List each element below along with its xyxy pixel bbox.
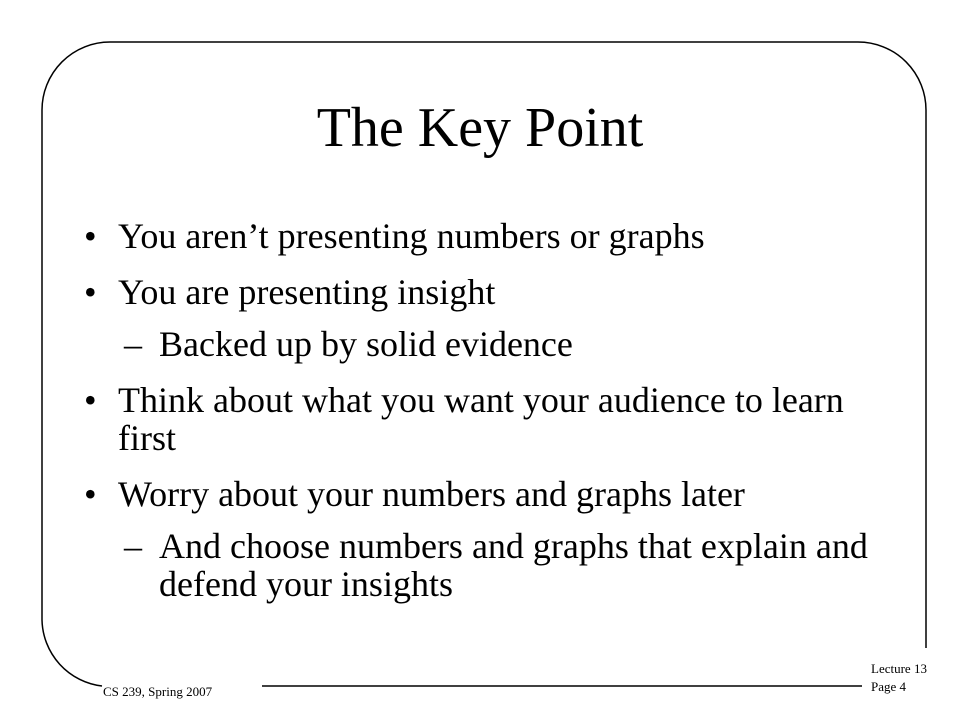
footer-page-info <box>871 660 927 696</box>
footer-page-number: Page 4 <box>871 679 907 694</box>
bullet-list <box>84 217 904 621</box>
bullet-item <box>84 475 904 513</box>
sub-bullet-text: And choose numbers and graphs that explain and defend your insights <box>159 526 868 604</box>
footer-lecture: Lecture 13 <box>871 661 927 676</box>
bullet-item <box>84 381 904 457</box>
bullet-item <box>84 217 904 255</box>
bullet-text: Worry about your numbers and graphs later <box>118 474 745 514</box>
sub-bullet-mark: – <box>124 526 142 566</box>
bullet-text: You aren’t presenting numbers or graphs <box>118 216 705 256</box>
bullet-mark: • <box>84 474 97 514</box>
sub-bullet-item <box>84 325 904 363</box>
slide-title: The Key Point <box>316 97 644 159</box>
bullet-mark: • <box>84 216 97 256</box>
bullet-item <box>84 273 904 311</box>
bullet-text: You are presenting insight <box>118 272 496 312</box>
bullet-mark: • <box>84 272 97 312</box>
sub-bullet-item <box>84 527 904 603</box>
sub-bullet-mark: – <box>124 324 142 364</box>
footer-course: CS 239, Spring 2007 <box>103 684 213 699</box>
bullet-mark: • <box>84 380 97 420</box>
bullet-text: Think about what you want your audience to learn first <box>118 380 844 458</box>
sub-bullet-text: Backed up by solid evidence <box>159 324 573 364</box>
